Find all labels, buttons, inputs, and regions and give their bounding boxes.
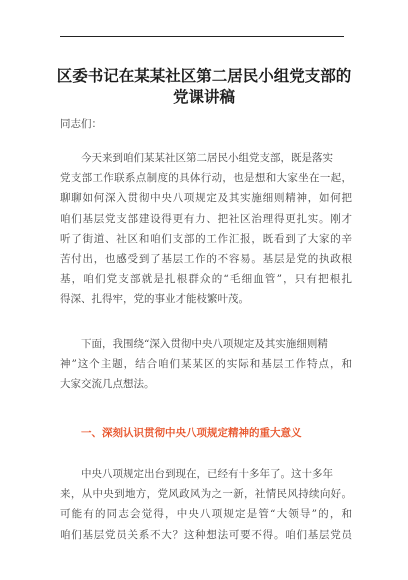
text-line: 咱们基层党支部建设得更有力、把社区治理得更扎实。刚才: [60, 212, 352, 225]
text-line: 党支部工作联系点制度的具体行动，也是想和大家坐在一起，: [60, 172, 352, 185]
text-line: 神”这个主题，结合咱们某某区的实际和基层工作特点，和: [60, 358, 352, 371]
text-line: 今天来到咱们某某社区第二居民小组党支部，既是落实: [81, 152, 333, 164]
section-heading: 一、深刻认识贯彻中央八项规定精神的重大意义: [81, 427, 302, 439]
paragraph-section-one: [60, 464, 352, 545]
text-line: 基，咱们党支部就是扎根群众的“毛细血管”，只有把根扎: [60, 273, 352, 286]
paragraph-transition: [60, 334, 352, 395]
text-line: 咱们基层党员关系不大？这种想法可要不得。咱们基层党员: [60, 528, 352, 541]
text-line: 可能有的同志会觉得，中央八项规定是管“大领导”的，和: [60, 508, 352, 521]
header-rule: [60, 36, 344, 37]
text-line: 中央八项规定出台到现在，已经有十多年了。这十多年: [81, 468, 333, 480]
text-line: 听了街道、社区和咱们支部的工作汇报，既看到了大家的辛: [60, 232, 352, 245]
text-line: 得深、扎得牢，党的事业才能枝繁叶茂。: [60, 293, 249, 306]
text-line: 苦付出，也感受到了基层工作的不容易。基层是党的执政根: [60, 252, 352, 265]
text-line: 来，从中央到地方，党风政风为之一新，社情民风持续向好。: [60, 488, 352, 501]
text-line: 大家交流几点想法。: [60, 378, 155, 391]
paragraph-intro: [60, 148, 352, 310]
document-title: [40, 66, 368, 108]
text-line: 下面，我围绕“深入贯彻中央八项规定及其实施细则精: [81, 338, 328, 350]
salutation: 同志们：: [60, 118, 102, 130]
title-line: 党课讲稿: [172, 88, 235, 106]
title-line: 区委书记在某某社区第二居民小组党支部的: [56, 67, 352, 85]
text-line: 聊聊如何深入贯彻中央八项规定及其实施细则精神，如何把: [60, 192, 352, 205]
